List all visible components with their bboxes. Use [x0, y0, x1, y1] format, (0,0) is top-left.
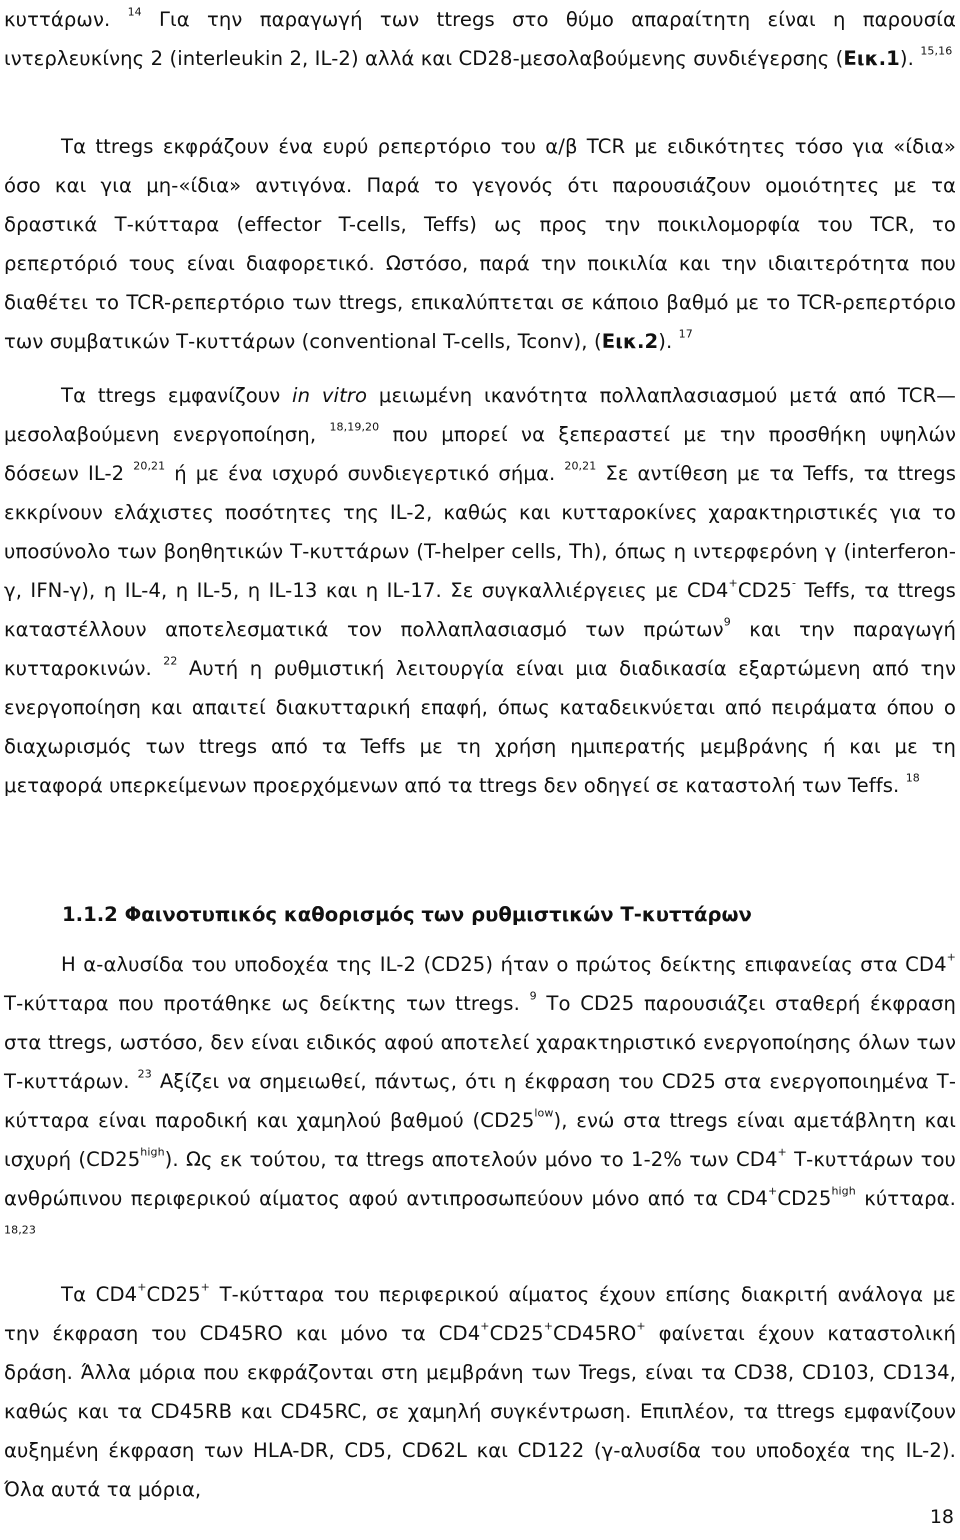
text-run: Τ-κύτταρα που προτάθηκε ως δείκτης των ttregs. — [4, 992, 530, 1015]
citation-superscript: + — [480, 1319, 490, 1333]
paragraph-4 — [4, 945, 956, 1257]
citation-superscript: 18 — [905, 771, 920, 785]
text-run: CD25 — [146, 1283, 201, 1306]
text-run: φαίνεται έχουν καταστολική δράση. Άλλα μόρια που εκφράζονται στη μεμβράνη των Tregs, είναι τα CD38, CD103, CD134, καθώς και τα CD45RB και CD45RC, σε χαμηλή συγκέντρωση. Επιπλέον, τα ttregs εμφανίζουν αυξημένη έκφραση των HLA-DR, CD5, CD62L και CD122 (γ-αλυσίδα του υποδοχέα της IL-2). Όλα αυτά τα μόρια, — [4, 1322, 956, 1501]
citation-superscript: + — [200, 1280, 210, 1294]
text-run: ή με ένα ισχυρό συνδιεγερτικό σήμα. — [165, 462, 565, 485]
text-run: Teffs, τα ttregs καταστέλλουν αποτελεσματικά τον πολλαπλασιασμό των πρώτων — [4, 579, 956, 641]
citation-superscript: high — [831, 1184, 856, 1198]
citation-superscript: 20,21 — [564, 459, 597, 473]
text-run: Αξίζει να σημειωθεί, πάντως, ότι η έκφραση του CD25 στα ενεργοποιημένα Τ-κύτταρα είναι παροδική και χαμηλού βαθμού (CD25 — [4, 1070, 956, 1132]
text-run: ). Ως εκ τούτου, τα ttregs αποτελούν μόνο το 1-2% των CD4 — [164, 1148, 778, 1171]
text-run: και την παραγωγή κυτταροκινών. — [4, 618, 956, 680]
figure-reference: Εικ.1 — [843, 47, 900, 70]
citation-superscript: 23 — [137, 1067, 152, 1081]
paragraph-5 — [4, 1275, 956, 1509]
citation-superscript: + — [137, 1280, 147, 1294]
citation-superscript: + — [636, 1319, 646, 1333]
text-run: Για την παραγωγή των ttregs στο θύμο απαραίτητη είναι η παρουσία ιντερλευκίνης 2 (interleukin 2, IL-2) αλλά και CD28-μεσολαβούμενης συνδιέγερσης ( — [4, 8, 956, 70]
text-run: Τ-κύτταρα του περιφερικού αίματος έχουν επίσης διακριτή ανάλογα με την έκφραση του CD45RO και μόνο τα CD4 — [4, 1283, 956, 1345]
text-run: Τα CD4 — [61, 1283, 138, 1306]
page-number: 18 — [929, 1506, 954, 1528]
citation-superscript: + — [768, 1184, 778, 1198]
paragraph-1 — [4, 0, 956, 78]
citation-superscript: 18,19,20 — [329, 420, 380, 434]
text-run: CD45RO — [553, 1322, 637, 1345]
citation-superscript: 9 — [723, 615, 731, 629]
text-run: Σε αντίθεση με τα Teffs, τα ttregs εκκρίνουν ελάχιστες ποσότητες της IL-2, καθώς και κυτταροκίνες χαρακτηριστικές για το υποσύνολο των βοηθητικών Τ-κυττάρων (T-helper cells, Th), όπως η ιντερφερόνη γ (interferon-γ, IFN-γ), η IL-4, η IL-5, η IL-13 και η IL-17. Σε συγκαλλιέργειες με CD4 — [4, 462, 956, 602]
text-run: Αυτή η ρυθμιστική λειτουργία είναι μια διαδικασία εξαρτώμενη από την ενεργοποίηση και απαιτεί διακυτταρική επαφή, όπως καταδεικνύεται από πειράματα όπου ο διαχωρισμός των ttregs από τα Teffs με τη χρήση ημιπερατής μεμβράνης ή και με τη μεταφορά υπερκείμενων προερχόμενων από τα ttregs δεν οδηγεί σε καταστολή των Teffs. — [4, 657, 956, 797]
paragraph-2 — [4, 127, 956, 361]
text-run: ). — [899, 47, 921, 70]
text-run: CD25 — [489, 1322, 544, 1345]
text-run: κυττάρων. — [4, 8, 128, 31]
text-run: κύτταρα. — [855, 1187, 956, 1210]
citation-superscript: + — [728, 576, 738, 590]
text-run: Το CD25 παρουσιάζει σταθερή έκφραση στα ttregs, ωστόσο, δεν είναι ειδικός αφού αποτελεί χαρακτηριστικό ενεργοποίησης όλων των Τ-κυττάρων. — [4, 992, 956, 1093]
citation-superscript: + — [777, 1145, 787, 1159]
citation-superscript: 20,21 — [133, 459, 166, 473]
citation-superscript: 9 — [529, 989, 537, 1003]
text-run: CD25 — [737, 579, 792, 602]
text-run: ). — [658, 330, 679, 353]
citation-superscript: - — [791, 576, 797, 590]
citation-superscript: 15,16 — [920, 44, 953, 58]
citation-superscript: 17 — [678, 327, 693, 341]
text-run: μειωμένη ικανότητα πολλαπλασιασμού μετά από TCR—μεσολαβούμενη ενεργοποίηση, — [4, 384, 956, 446]
text-run: Τα ttregs εμφανίζουν — [61, 384, 293, 407]
text-run: Η α-αλυσίδα του υποδοχέα της IL-2 (CD25) ήταν ο πρώτος δείκτης επιφανείας στα CD4 — [61, 953, 947, 976]
figure-reference: Εικ.2 — [601, 330, 659, 353]
text-run: CD25 — [777, 1187, 832, 1210]
citation-superscript: 22 — [163, 654, 178, 668]
text-run: Τ-κυττάρων του ανθρώπινου περιφερικού αίματος αφού αντιπροσωπεύουν μόνο από τα CD4 — [4, 1148, 956, 1210]
citation-superscript: + — [543, 1319, 554, 1333]
citation-superscript: low — [534, 1106, 554, 1120]
text-run: που μπορεί να ξεπεραστεί με την προσθήκη υψηλών δόσεων IL-2 — [4, 423, 956, 485]
citation-superscript: 18,23 — [4, 1223, 36, 1237]
section-heading: 1.1.2 Φαινοτυπικός καθορισμός των ρυθμιστικών Τ-κυττάρων — [62, 903, 752, 926]
citation-superscript: high — [140, 1145, 165, 1159]
text-run: in vitro — [292, 384, 368, 407]
text-run: ), ενώ στα ttregs είναι αμετάβλητη και ισχυρή (CD25 — [4, 1109, 956, 1171]
citation-superscript: 14 — [127, 5, 142, 19]
text-run: Τα ttregs εκφράζουν ένα ευρύ ρεπερτόριο του α/β TCR με ειδικότητες τόσο για «ίδια» όσο και για μη-«ίδια» αντιγόνα. Παρά το γεγονός ότι παρουσιάζουν ομοιότητες με τα δραστικά Τ-κύτταρα (effector T-cells, Teffs) ως προς την ποικιλομορφία του TCR, το ρεπερτόριό τους είναι διαφορετικό. Ωστόσο, παρά την ποικιλία και την ιδιαιτερότητα που διαθέτει το TCR-ρεπερτόριο των ttregs, επικαλύπτεται σε κάποιο βαθμό με το TCR-ρεπερτόριο των συμβατικών Τ-κυττάρων (conventional T-cells, Tconv), ( — [4, 135, 956, 353]
citation-superscript: + — [946, 950, 956, 964]
paragraph-3 — [4, 376, 956, 805]
